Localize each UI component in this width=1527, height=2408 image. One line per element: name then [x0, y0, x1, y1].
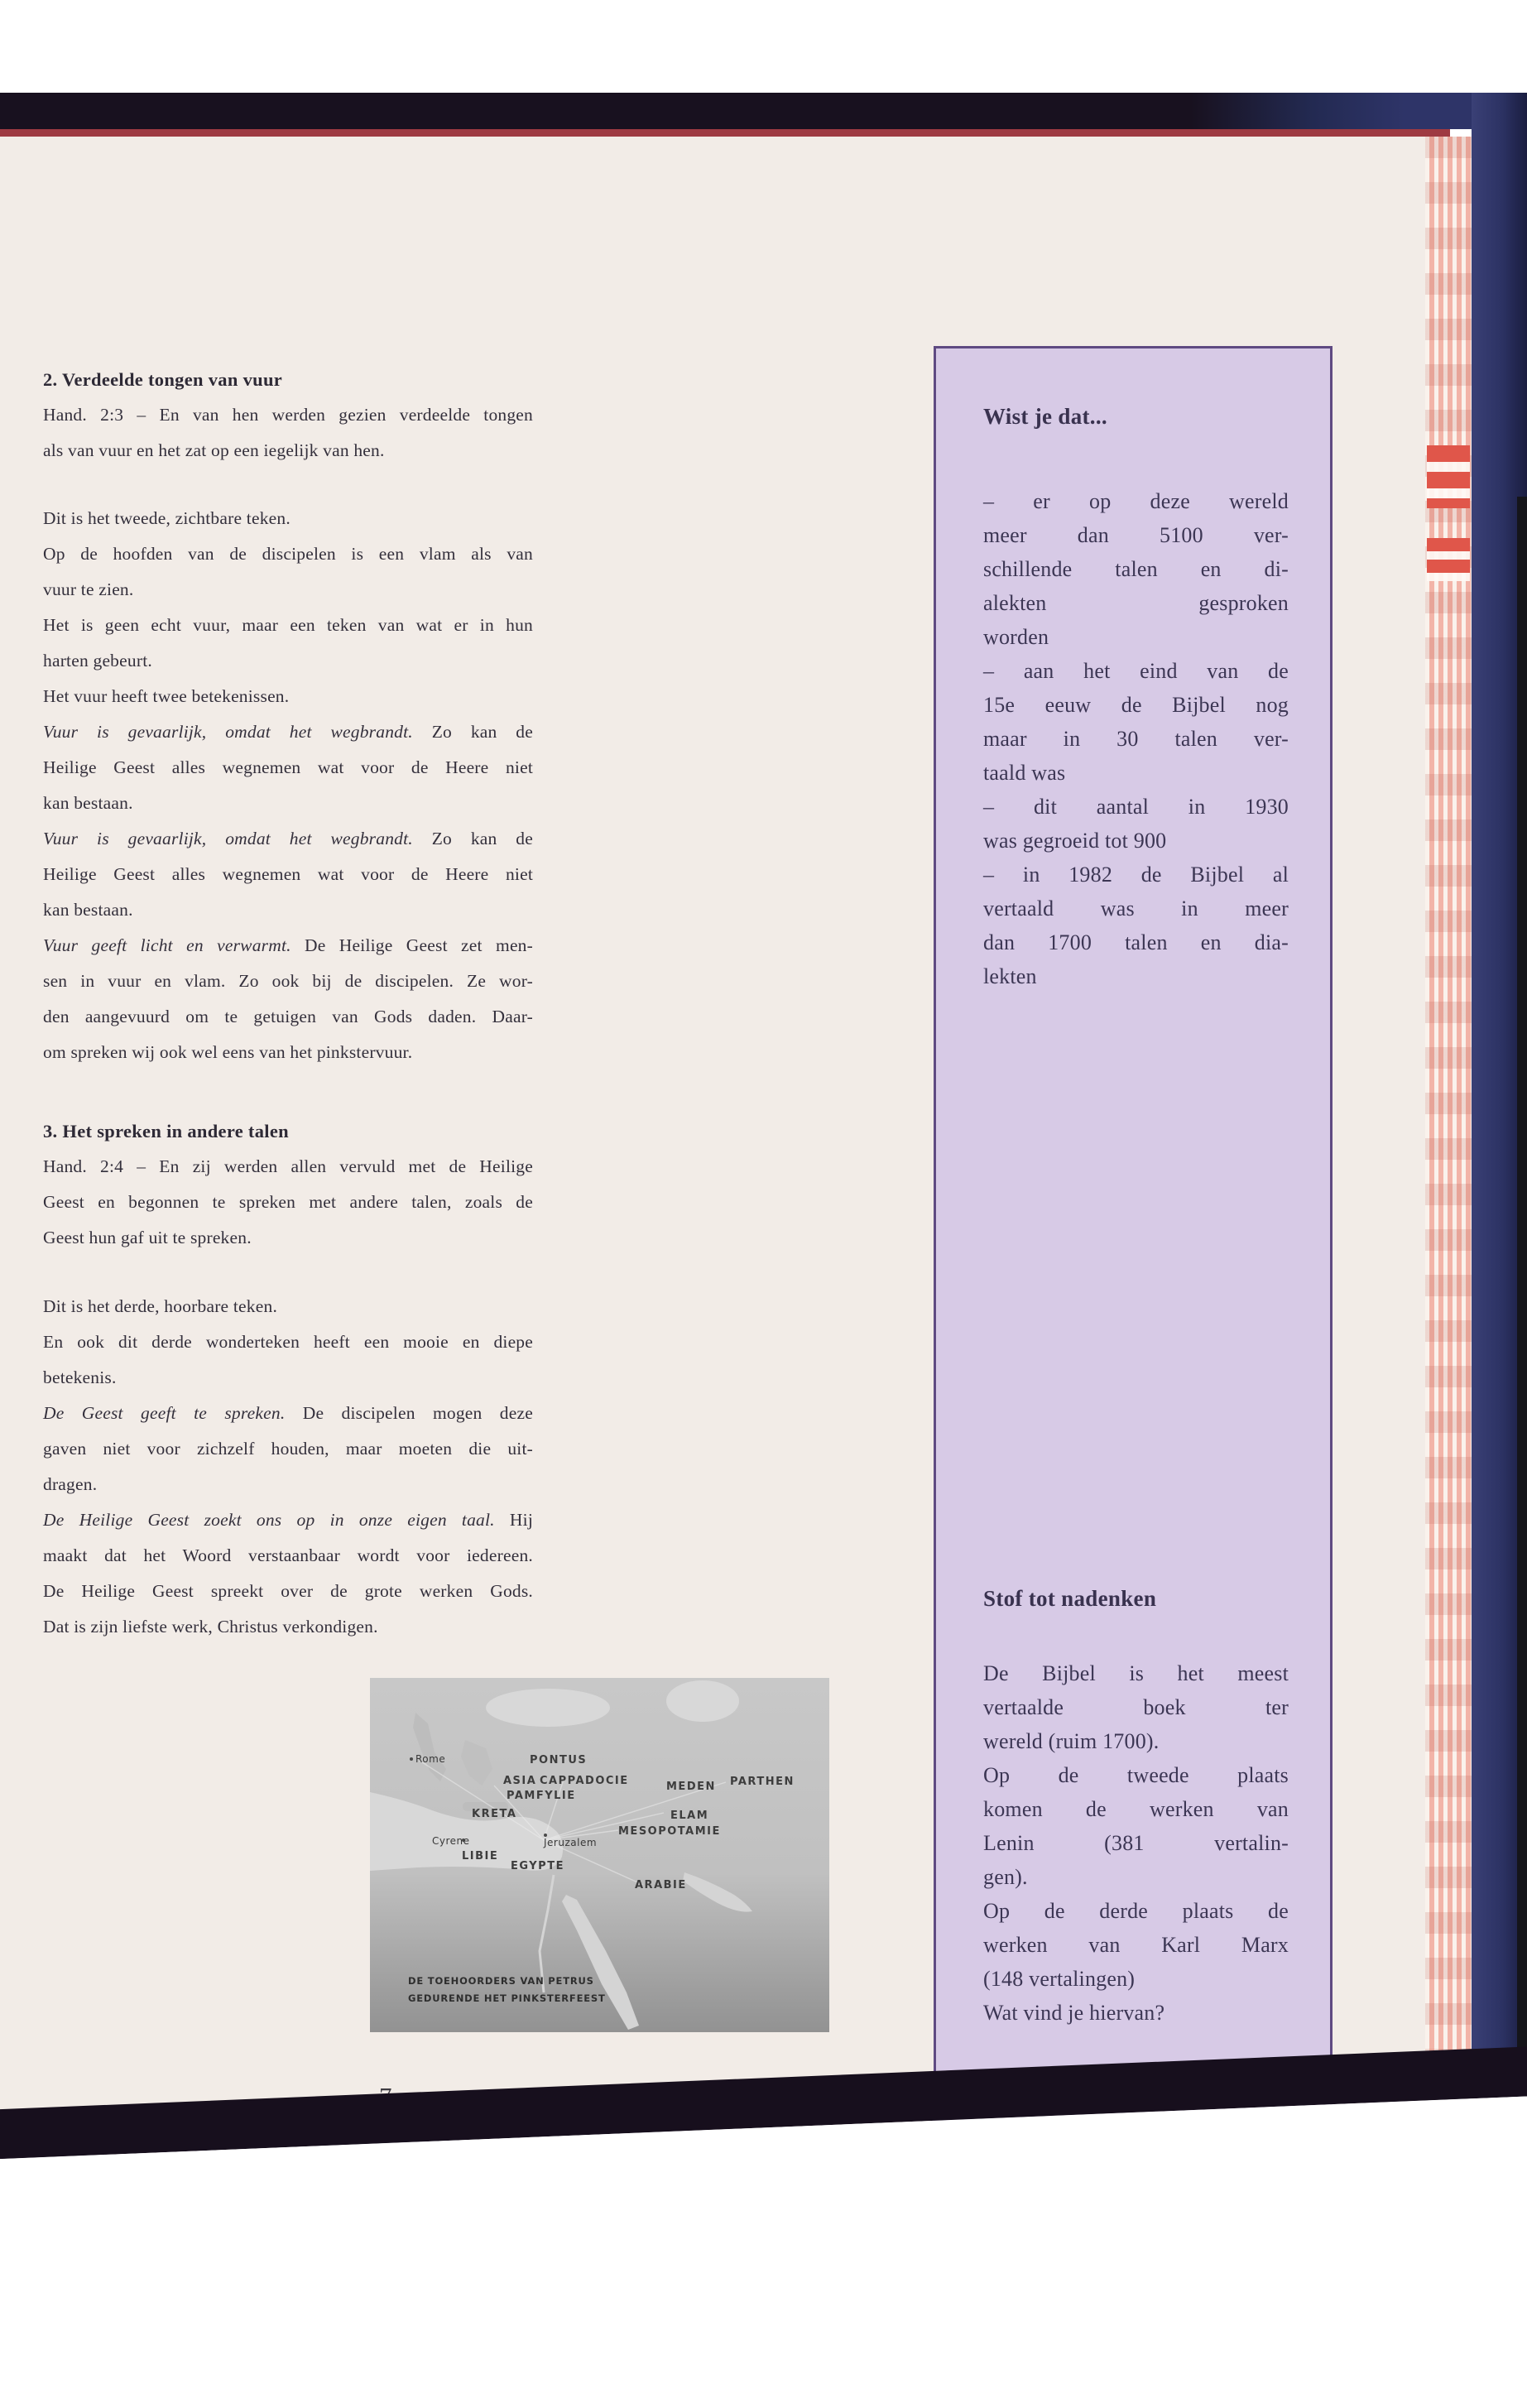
thoughts-text [983, 1656, 1289, 2030]
text-line: wereld (ruim 1700). [983, 1729, 1160, 1753]
text-line: kan bestaan. [43, 900, 133, 920]
text-line: Vuur is gevaarlijk, omdat het wegbrandt. Zo kan de [43, 722, 533, 742]
text-line: Heilige Geest alles wegnemen wat voor de Heere niet [43, 757, 533, 777]
facts-list [983, 484, 1289, 993]
text-line: De Heilige Geest spreekt over de grote werken Gods. [43, 1581, 533, 1601]
map-label: Jeruzalem [544, 1837, 598, 1848]
sidebar-title-stof-tot-nadenken: Stof tot nadenken [983, 1586, 1157, 1611]
text-line: Lenin (381 vertalin- [983, 1831, 1289, 1855]
text-line: De Geest geeft te spreken. De discipelen mogen deze [43, 1403, 533, 1423]
map-label: ELAM [670, 1810, 709, 1822]
red-bookmark-tab [1427, 445, 1470, 508]
map-label: DE TOEHOORDERS VAN PETRUS [408, 1975, 594, 1987]
text-line: dragen. [43, 1474, 98, 1494]
map-figure [370, 1678, 829, 2032]
text-line: lekten [983, 964, 1037, 988]
map-label: EGYPTE [511, 1860, 564, 1872]
text-line: den aangevuurd om te getuigen van Gods daden. Daar- [43, 1007, 533, 1026]
text-line: Hand. 2:4 – En zij werden allen vervuld met de Heilige [43, 1156, 533, 1176]
text-line: Het vuur heeft twee betekenissen. [43, 686, 290, 706]
text-line: – er op deze wereld [983, 489, 1289, 513]
text-line: Het is geen echt vuur, maar een teken van wat er in hun [43, 615, 533, 635]
text-line: gen). [983, 1865, 1028, 1889]
map-sea-caspian [666, 1680, 739, 1722]
book-page [0, 137, 1425, 2123]
map-label: GEDURENDE HET PINKSTERFEEST [408, 1992, 606, 2004]
text-line: – in 1982 de Bijbel al [983, 863, 1289, 887]
text-line: maakt dat het Woord verstaanbaar wordt voor iedereen. [43, 1545, 533, 1565]
map-label: CAPPADOCIE [540, 1775, 629, 1787]
text-line: Op de hoofden van de discipelen is een vlam als van [43, 544, 533, 564]
spacer [43, 1070, 533, 1113]
spacer [43, 1256, 533, 1289]
red-bookmark-tab [1427, 538, 1470, 581]
sidebar-title-wist-je-dat: Wist je dat... [983, 404, 1107, 429]
map-label: LIBIE [462, 1850, 499, 1862]
text-line: Geest hun gaf uit te spreken. [43, 1228, 252, 1247]
map-label: PAMFYLIE [507, 1790, 576, 1802]
spacer [43, 469, 533, 501]
text-line: vertaald was in meer [983, 896, 1289, 920]
text-line: Op de derde plaats de [983, 1899, 1289, 1923]
text-line: dan 1700 talen en dia- [983, 930, 1289, 954]
section-heading: 2. Verdeelde tongen van vuur [43, 369, 283, 390]
text-line: was gegroeid tot 900 [983, 829, 1167, 853]
text-line: Vuur is gevaarlijk, omdat het wegbrandt. Zo kan de [43, 829, 533, 848]
text-line: De Bijbel is het meest [983, 1661, 1289, 1685]
book-cover-top-edge [0, 93, 1527, 129]
map-label: ARABIE [635, 1879, 687, 1891]
text-line: meer dan 5100 ver- [983, 523, 1289, 547]
text-line: Heilige Geest alles wegnemen wat voor de Heere niet [43, 864, 533, 884]
text-line: worden [983, 625, 1049, 649]
text-line: gaven niet voor zichzelf houden, maar moeten die uit- [43, 1439, 533, 1459]
map-label: ASIA [503, 1775, 537, 1787]
text-line: kan bestaan. [43, 793, 133, 813]
section-heading: 3. Het spreken in andere talen [43, 1121, 289, 1142]
book-page-edges [1425, 137, 1472, 2078]
text-line: maar in 30 talen ver- [983, 727, 1289, 751]
text-line: Vuur geeft licht en verwarmt. De Heilige Geest zet men- [43, 935, 533, 955]
text-line: als van vuur en het zat op een iegelijk van hen. [43, 440, 385, 460]
text-line: (148 vertalingen) [983, 1967, 1136, 1991]
text-line: Dit is het tweede, zichtbare teken. [43, 508, 291, 528]
text-line: Op de tweede plaats [983, 1763, 1289, 1787]
text-line: Geest en begonnen te spreken met andere talen, zoals de [43, 1192, 533, 1212]
map-sea-black-sea [486, 1689, 610, 1727]
text-line: schillende talen en di- [983, 557, 1289, 581]
text-line: om spreken wij ook wel eens van het pinkstervuur. [43, 1042, 413, 1062]
text-line: Wat vind je hiervan? [983, 2001, 1165, 2025]
text-line: En ook dit derde wonderteken heeft een mooie en diepe [43, 1332, 533, 1352]
book-shadow [1517, 497, 1527, 2090]
text-line: vertaalde boek ter [983, 1695, 1289, 1719]
map-label: PONTUS [530, 1754, 588, 1766]
text-line: 15e eeuw de Bijbel nog [983, 693, 1289, 717]
text-line: betekenis. [43, 1367, 117, 1387]
map-label: Cyrene [432, 1835, 470, 1847]
text-line: werken van Karl Marx [983, 1933, 1289, 1957]
sidebar-box [934, 346, 1333, 2122]
text-line: Hand. 2:3 – En van hen werden gezien verdeelde tongen [43, 405, 533, 425]
map-label: KRETA [472, 1808, 517, 1820]
map-label: MEDEN [666, 1781, 716, 1793]
map-label: PARTHEN [730, 1776, 795, 1788]
text-line: – dit aantal in 1930 [983, 795, 1289, 819]
text-line: taald was [983, 761, 1066, 785]
text-line: alekten gesproken [983, 591, 1289, 615]
text-line: harten gebeurt. [43, 651, 152, 670]
text-line: vuur te zien. [43, 579, 134, 599]
map-label: MESOPOTAMIE [618, 1825, 721, 1838]
text-line: Dit is het derde, hoorbare teken. [43, 1296, 278, 1316]
cover-red-stripe [0, 129, 1450, 137]
text-line: – aan het eind van de [983, 659, 1289, 683]
map-label: Rome [415, 1753, 446, 1765]
text-line: Dat is zijn liefste werk, Christus verkondigen. [43, 1617, 378, 1637]
main-text-column [43, 362, 533, 1645]
text-line: sen in vuur en vlam. Zo ook bij de discipelen. Ze wor- [43, 971, 533, 991]
text-line: De Heilige Geest zoekt ons op in onze eigen taal. Hij [43, 1510, 533, 1530]
text-line: komen de werken van [983, 1797, 1289, 1821]
